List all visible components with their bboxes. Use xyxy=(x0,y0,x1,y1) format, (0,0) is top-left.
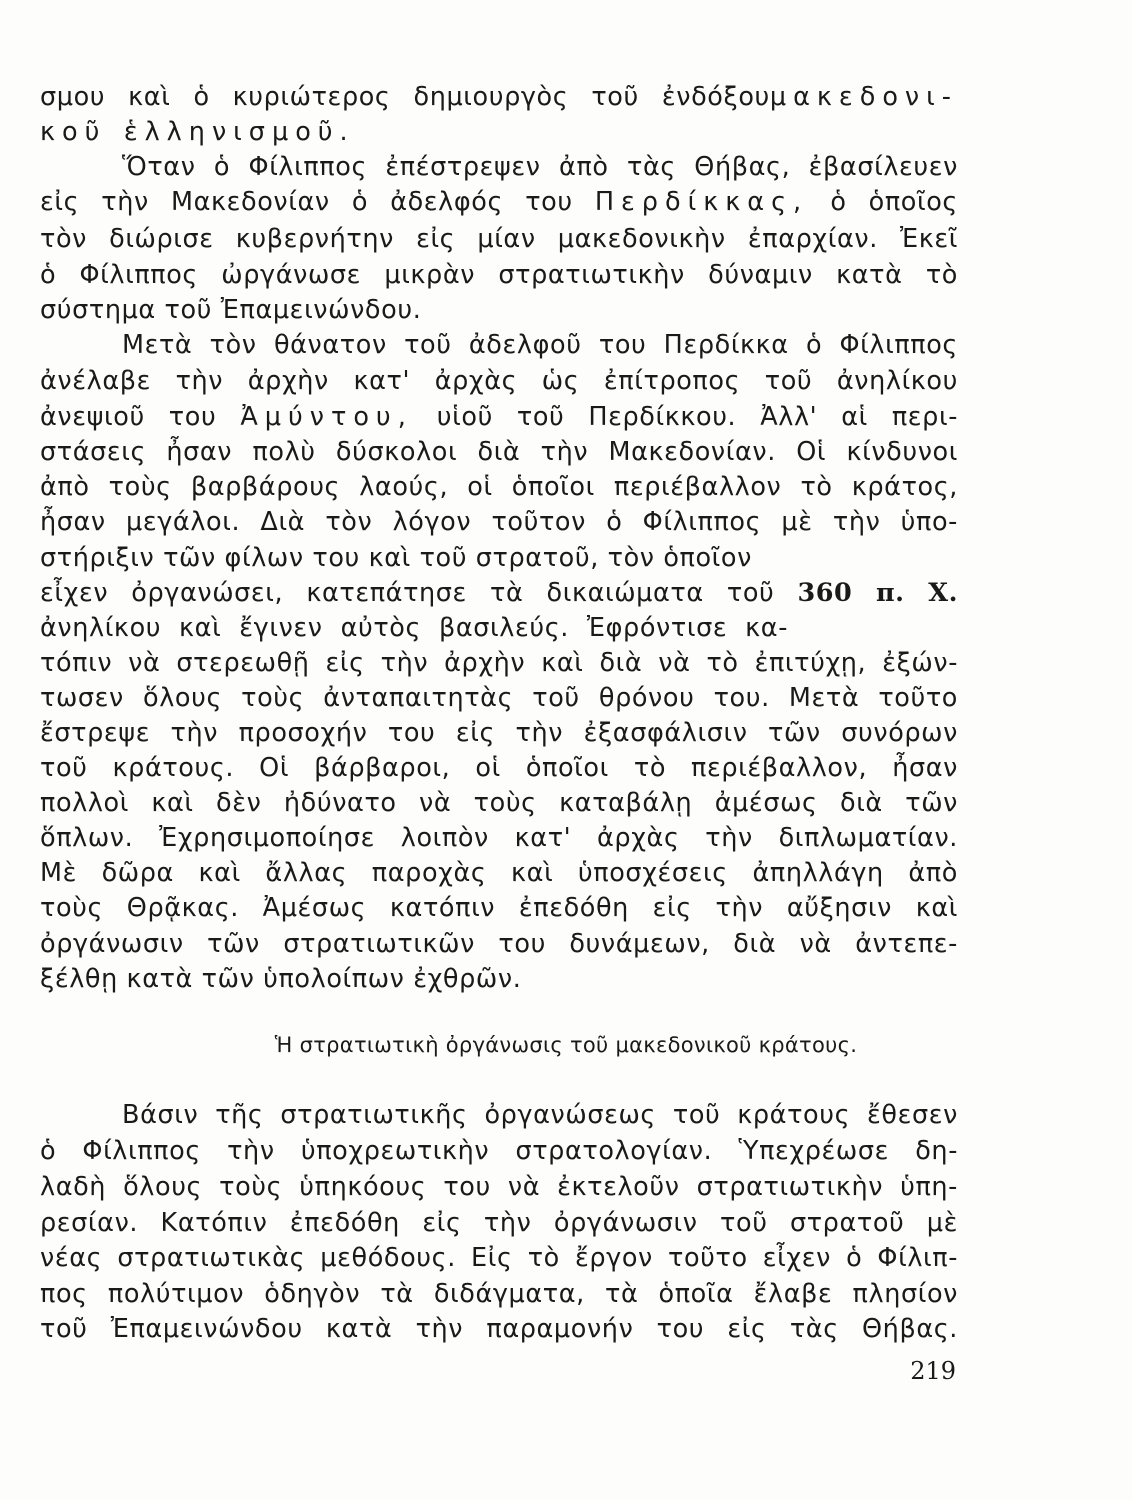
text-line: νέας στρατιωτικὰς μεθόδους. Εἰς τὸ ἔργον τοῦτο εἶχεν ὁ Φίλιπ- xyxy=(40,1243,958,1273)
text-line: ἔστρεψε τὴν προσοχήν του εἰς τὴν ἐξασφάλισιν τῶν συνόρων xyxy=(40,718,958,748)
text-line: πολλοὶ καὶ δὲν ἠδύνατο νὰ τοὺς καταβάλῃ ἀμέσως διὰ τῶν xyxy=(40,788,958,818)
text-line: στάσεις ἦσαν πολὺ δύσκολοι διὰ τὴν Μακεδονίαν. Οἱ κίνδυνοι xyxy=(40,437,958,467)
text-line: λαδὴ ὅλους τοὺς ὑπηκόους του νὰ ἐκτελοῦν στρατιωτικὴν ὑπη- xyxy=(40,1172,958,1202)
text-line: ἀνεψιοῦ του Ἀμύντου, υἱοῦ τοῦ Περδίκκου. Ἀλλ' αἱ περι- xyxy=(40,402,958,432)
text-line: τωσεν ὅλους τοὺς ἀνταπαιτητὰς τοῦ θρόνου του. Μετὰ τοῦτο xyxy=(40,683,958,713)
text-line: εἰς τὴν Μακεδονίαν ὁ ἀδελφός του Περδίκκας, ὁ ὁποῖος xyxy=(40,187,958,217)
text-line: σύστημα τοῦ Ἐπαμεινώνδου. xyxy=(40,295,422,325)
text-line: τόπιν νὰ στερεωθῇ εἰς τὴν ἀρχὴν καὶ διὰ νὰ τὸ ἐπιτύχῃ, ἐξών- xyxy=(40,648,958,678)
text-line: κοῦ ἑλληνισμοῦ. xyxy=(40,117,355,147)
text-line: τὸν διώρισε κυβερνήτην εἰς μίαν μακεδονικὴν ἐπαρχίαν. Ἐκεῖ xyxy=(40,224,958,254)
text-line: ὁ Φίλιππος ὠργάνωσε μικρὰν στρατιωτικὴν δύναμιν κατὰ τὸ xyxy=(40,260,958,290)
text-line: ὁ Φίλιππος τὴν ὑποχρεωτικὴν στρατολογίαν. Ὑπεχρέωσε δη- xyxy=(40,1136,958,1166)
text-line: ὀργάνωσιν τῶν στρατιωτικῶν του δυνάμεων, διὰ νὰ ἀντεπε- xyxy=(40,929,958,959)
text-line: τοὺς Θρᾷκας. Ἀμέσως κατόπιν ἐπεδόθη εἰς τὴν αὔξησιν καὶ xyxy=(40,893,958,923)
text-line: ὅπλων. Ἐχρησιμοποίησε λοιπὸν κατ' ἀρχὰς τὴν διπλωματίαν. xyxy=(40,823,958,853)
text-line: ἀνηλίκου καὶ ἔγινεν αὐτὸς βασιλεύς. Ἐφρόντισε κα- xyxy=(40,613,788,643)
text-line: Βάσιν τῆς στρατιωτικῆς ὀργανώσεως τοῦ κράτους ἔθεσεν xyxy=(122,1100,958,1130)
text-line: Μὲ δῶρα καὶ ἄλλας παροχὰς καὶ ὑποσχέσεις ἀπηλλάγη ἀπὸ xyxy=(40,858,958,888)
margin-date: 360 π. Χ. xyxy=(797,578,958,608)
text-line: τοῦ Ἐπαμεινώνδου κατὰ τὴν παραμονήν του εἰς τὰς Θήβας. xyxy=(40,1314,958,1344)
section-heading: Ἡ στρατιωτικὴ ὀργάνωσις τοῦ μακεδονικοῦ κράτους. xyxy=(274,1033,858,1057)
text-line: ἦσαν μεγάλοι. Διὰ τὸν λόγον τοῦτον ὁ Φίλιππος μὲ τὴν ὑπο- xyxy=(40,507,958,537)
text-line: σμου καὶ ὁ κυριώτερος δημιουργὸς τοῦ ἐνδόξουμακεδονι- xyxy=(40,82,958,112)
text-line: ρεσίαν. Κατόπιν ἐπεδόθη εἰς τὴν ὀργάνωσιν τοῦ στρατοῦ μὲ xyxy=(40,1208,958,1238)
page-number: 219 xyxy=(910,1357,956,1385)
text-line: ἀνέλαβε τὴν ἀρχὴν κατ' ἀρχὰς ὡς ἐπίτροπος τοῦ ἀνηλίκου xyxy=(40,366,958,396)
text-line: ξέλθῃ κατὰ τῶν ὑπολοίπων ἐχθρῶν. xyxy=(40,964,522,994)
text-line: τοῦ κράτους. Οἱ βάρβαροι, οἱ ὁποῖοι τὸ περιέβαλλον, ἦσαν xyxy=(40,753,958,783)
text-line: εἶχεν ὀργανώσει, κατεπάτησε τὰ δικαιώματα τοῦ 360 π. Χ. xyxy=(40,578,958,608)
text-line: ἀπὸ τοὺς βαρβάρους λαούς, οἱ ὁποῖοι περιέβαλλον τὸ κράτος, xyxy=(40,472,958,502)
text-line: Μετὰ τὸν θάνατον τοῦ ἀδελφοῦ του Περδίκκα ὁ Φίλιππος xyxy=(122,330,958,360)
text-line: στήριξιν τῶν φίλων του καὶ τοῦ στρατοῦ, τὸν ὁποῖον xyxy=(40,543,752,573)
text-line: πος πολύτιμον ὁδηγὸν τὰ διδάγματα, τὰ ὁποῖα ἔλαβε πλησίον xyxy=(40,1279,958,1309)
text-line: Ὅταν ὁ Φίλιππος ἐπέστρεψεν ἀπὸ τὰς Θήβας, ἐβασίλευεν xyxy=(122,152,958,182)
